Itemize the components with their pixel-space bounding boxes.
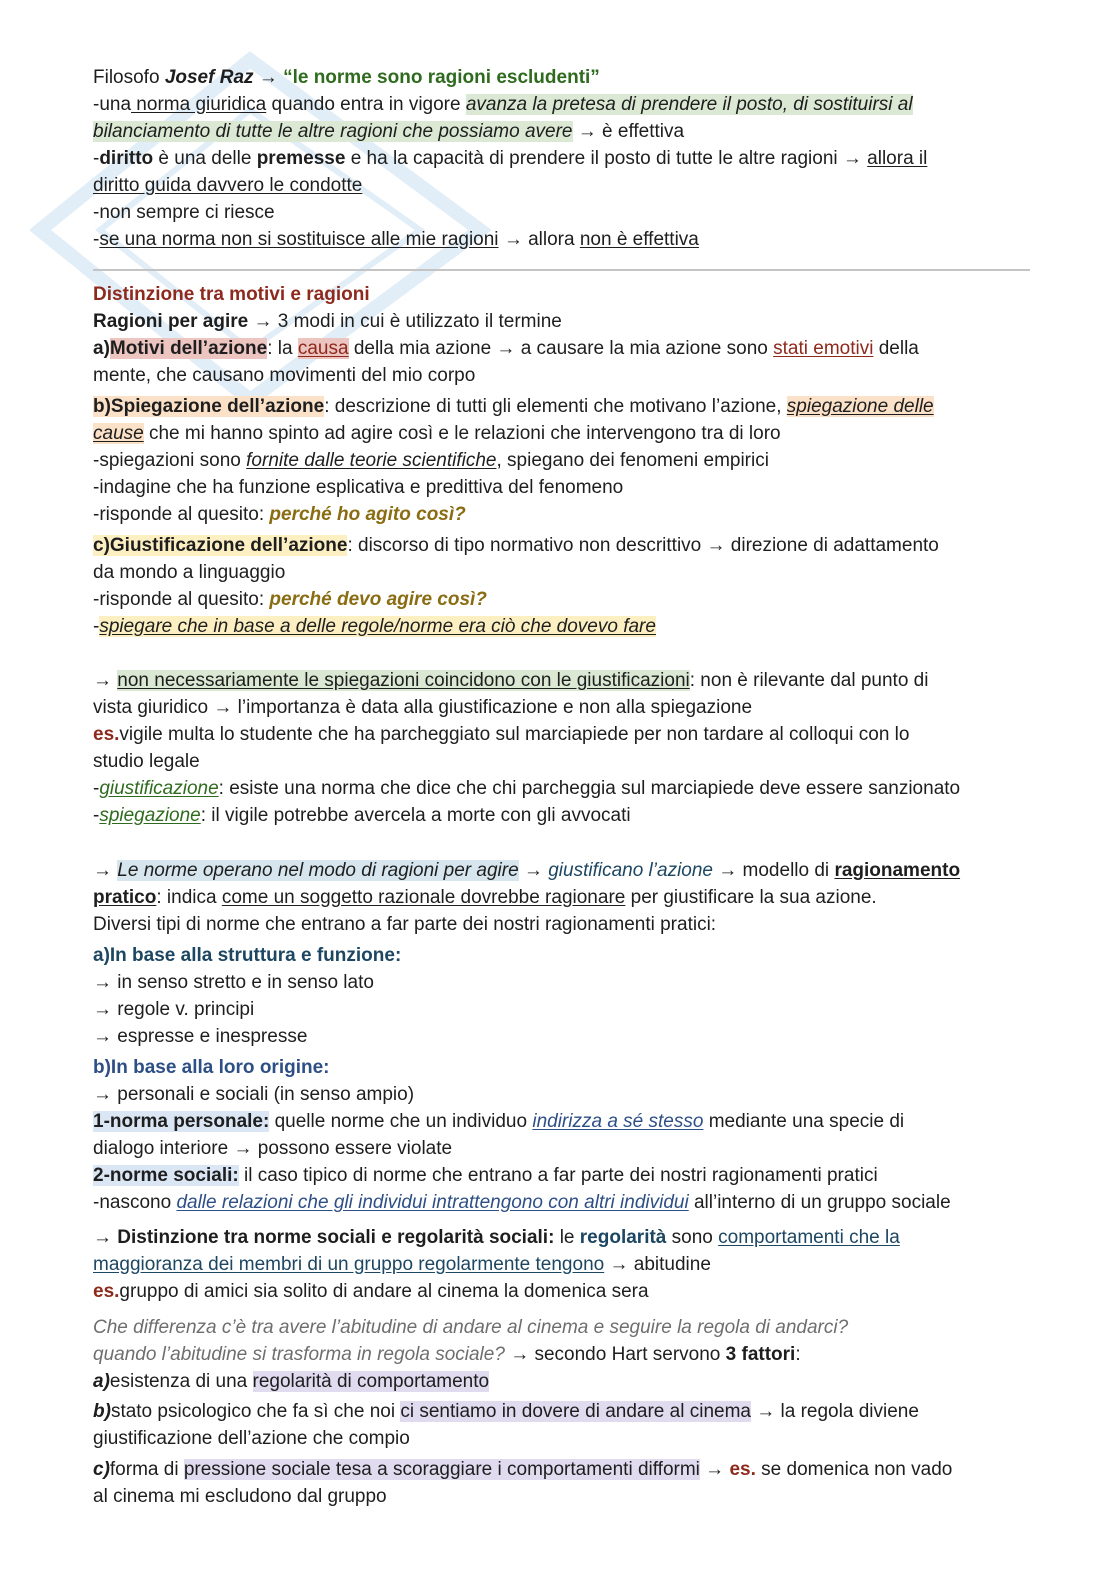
text-line: -spiegare che in base a delle regole/norme era ciò che dovevo fare [93, 616, 656, 637]
text-line: maggioranza dei membri di un gruppo regolarmente tengono → abitudine [93, 1254, 711, 1275]
list-item: → espresse e inespresse [93, 1026, 308, 1047]
text-line: pratico: indica come un soggetto razionale dovrebbe ragionare per giustificare la sua azione. [93, 887, 877, 908]
text-line: es.gruppo di amici sia solito di andare al cinema la domenica sera [93, 1281, 649, 1302]
subheading: a)In base alla struttura e funzione: [93, 945, 402, 966]
text-line: -non sempre ci riesce [93, 202, 275, 223]
text-line: Diversi tipi di norme che entrano a far parte dei nostri ragionamenti pratici: [93, 914, 717, 935]
list-item: → in senso stretto e in senso lato [93, 972, 374, 993]
text-line: Ragioni per agire → 3 modi in cui è utilizzato il termine [93, 311, 562, 332]
text-line: dialogo interiore → possono essere violate [93, 1138, 453, 1159]
text-line: -spiegazioni sono fornite dalle teorie scientifiche, spiegano dei fenomeni empirici [93, 450, 769, 471]
text-line: a)esistenza di una regolarità di comportamento [93, 1371, 490, 1392]
text-line: → Le norme operano nel modo di ragioni per agire → giustificano l’azione → modello di ragionamento [93, 860, 961, 881]
text-line: bilanciamento di tutte le altre ragioni che possiamo avere → è effettiva [93, 121, 685, 142]
text-line: mente, che causano movimenti del mio corpo [93, 365, 476, 386]
text-line: es.vigile multa lo studente che ha parcheggiato sul marciapiede per non tardare al colloqui con lo [93, 724, 910, 745]
text-line: -indagine che ha funzione esplicativa e predittiva del fenomeno [93, 477, 624, 498]
text-line: 2-norme sociali: il caso tipico di norme che entrano a far parte dei nostri ragionamenti pratici [93, 1165, 878, 1186]
text-line: → Distinzione tra norme sociali e regolarità sociali: le regolarità sono comportamenti che la [93, 1227, 900, 1248]
text-line: diritto guida davvero le condotte [93, 175, 363, 196]
text-line: -una norma giuridica quando entra in vigore avanza la pretesa di prendere il posto, di sostituirsi al [93, 94, 913, 115]
text-line: -se una norma non si sostituisce alle mie ragioni → allora non è effettiva [93, 229, 699, 250]
text-line: → non necessariamente le spiegazioni coincidono con le giustificazioni: non è rilevante dal punto di [93, 670, 929, 691]
text-line: -risponde al quesito: perché ho agito così? [93, 504, 466, 525]
text-line: cause che mi hanno spinto ad agire così e le relazioni che intervengono tra di loro [93, 423, 781, 444]
text-line: -nascono dalle relazioni che gli individui intrattengono con altri individui all’interno di un gruppo sociale [93, 1192, 951, 1213]
text-line: c)Giustificazione dell’azione: discorso di tipo normativo non descrittivo → direzione di adattamento [93, 535, 939, 556]
text-line: -giustificazione: esiste una norma che dice che chi parcheggia sul marciapiede deve essere sanzionato [93, 778, 961, 799]
subheading: b)In base alla loro origine: [93, 1057, 330, 1078]
text-line: al cinema mi escludono dal gruppo [93, 1486, 387, 1507]
list-item: → regole v. principi [93, 999, 255, 1020]
section-heading: Distinzione tra motivi e ragioni [93, 284, 370, 305]
text-line: giustificazione dell’azione che compio [93, 1428, 410, 1449]
text-line: quando l’abitudine si trasforma in regola sociale? → secondo Hart servono 3 fattori: [93, 1344, 801, 1365]
raz-heading-line: Filosofo Josef Raz → “le norme sono ragioni escludenti” [93, 67, 600, 88]
text-line: -risponde al quesito: perché devo agire così? [93, 589, 487, 610]
text-line: Che differenza c’è tra avere l’abitudine di andare al cinema e seguire la regola di andarci? [93, 1317, 849, 1338]
text-line: -spiegazione: il vigile potrebbe avercela a morte con gli avvocati [93, 805, 631, 826]
text-line: -diritto è una delle premesse e ha la capacità di prendere il posto di tutte le altre ragioni → allora il [93, 148, 928, 169]
section-divider [93, 269, 1030, 271]
text-line: b)Spiegazione dell’azione: descrizione di tutti gli elementi che motivano l’azione, spiegazione delle [93, 396, 934, 417]
text-line: 1-norma personale: quelle norme che un individuo indirizza a sé stesso mediante una specie di [93, 1111, 905, 1132]
text-line: vista giuridico → l’importanza è data alla giustificazione e non alla spiegazione [93, 697, 753, 718]
text-line: a)Motivi dell’azione: la causa della mia azione → a causare la mia azione sono stati emotivi della [93, 338, 919, 359]
text-line: b)stato psicologico che fa sì che noi ci sentiamo in dovere di andare al cinema → la regola diviene [93, 1401, 919, 1422]
list-item: → personali e sociali (in senso ampio) [93, 1084, 415, 1105]
text-line: c)forma di pressione sociale tesa a scoraggiare i comportamenti difformi → es. se domenica non vado [93, 1459, 953, 1480]
text-line: da mondo a linguaggio [93, 562, 286, 583]
text-line: studio legale [93, 751, 200, 772]
